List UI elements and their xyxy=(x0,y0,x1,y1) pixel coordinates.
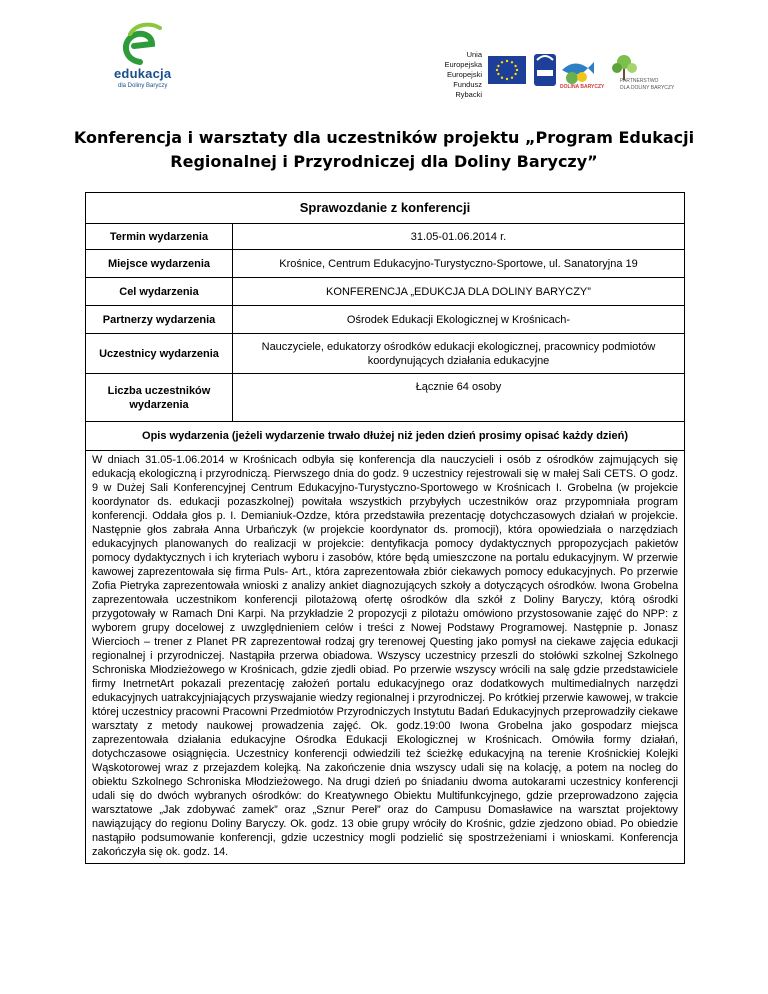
row-value: Nauczyciele, edukatorzy ośrodków edukacji ekologicznej, pracownicy podmiotów koordynujących działania edukacyjne xyxy=(233,334,685,374)
row-label: Partnerzy wydarzenia xyxy=(86,306,233,334)
logo-word: edukacja xyxy=(114,66,172,81)
table-row xyxy=(86,334,685,374)
row-label: Cel wydarzenia xyxy=(86,278,233,306)
row-value: Ośrodek Edukacji Ekologicznej w Krośnicach- xyxy=(233,306,685,334)
logo-subtitle: dla Doliny Baryczy xyxy=(118,83,168,89)
table-row xyxy=(86,306,685,334)
row-label: Liczba uczestników wydarzenia xyxy=(86,374,233,422)
report-heading-row xyxy=(86,193,685,224)
table-row xyxy=(86,250,685,278)
title-line-2: Regionalnej i Przyrodniczej dla Doliny Baryczy” xyxy=(170,152,598,171)
eu-flag-icon xyxy=(488,56,526,84)
table-row xyxy=(86,278,685,306)
edukacja-logo xyxy=(100,22,190,94)
row-label: Miejsce wydarzenia xyxy=(86,250,233,278)
partnerstwo-label: PARTNERSTWO DLA DOLINY BARYCZY xyxy=(620,78,675,91)
row-label: Uczestnicy wydarzenia xyxy=(86,334,233,374)
report-table xyxy=(85,192,685,864)
table-row xyxy=(86,374,685,422)
opis-text: W dniach 31.05-1.06.2014 w Krośnicach odbyła się konferencja dla nauczycieli i osób z ośrodków zajmujących się edukacją ekologiczną i przyrodniczą. Pierwszego dnia do godz. 9 uczestnicy rejestrowali się w małej Sali CETS. O godz. 9 w Dużej Sali Konferencyjnej Centrum Edukacyjno-Turystyczno-Sportowego w Krośnicach I. Grobelna (w projekcie koordynator ds. edukacji pozaszkolnej) powitała wszystkich przybyłych uczestników oraz przypomniała program konferencji. Oddała głos p. I. Demianiuk-Ozdze, która przedstawiła prezentację dotychczasowych działań w projekcie. Następnie głos zabrała Anna Urbańczyk (w projekcie koordynator ds. promocji), która opowiedziała o narzędziach edukacyjnych planowanych do realizacji w projekcie: dentyfikacja pomocy dydaktycznych ppropozycjach pakietów pomocy dydaktycznych i ich kryteriach wyboru i zasobów, które będą umieszczone na portalu edukacyjnym. W przerwie kawowej zaprezentowała się firma Puls- Art., która zaprezentowała zbiór ciekawych pomocy edukacyjnych. Po przerwie Zofia Pietryka zaprezentowała wnioski z analizy ankiet diagnozujących szkoły a dotyczących ośrodków. Iwona Grobelna zaprezentowała uczestnikom konferencji pilotażową ofertę ośrodków dla szkół z Doliny Baryczy, którą ośrodki przygotowały w Ramach Dni Karpi. Na przykładzie 2 propozycji z pilotażu omówiono przystosowanie zajęć do NPP: z wyborem grupy docelowej z uwzględnieniem celów i treści z Nowej Podstawy Programowej. Następnie p. Jonasz Wiercioch – trener z Planet PR zaprezentował rodzaj gry terenowej Questing jako pomysł na ciekawe zajęcia edukacji regionalnej i przyrodniczej. Nastąpiła przerwa obiadowa. Wszyscy uczestnicy przeszli do stołówki szkolnej Szkolnego Schroniska Młodzieżowego w Krośnicach, gdzie zjedli obiad. Po przerwie wszyscy wrócili na salę gdzie przedstawiciele firmy InetrnetArt pokazali prezentację założeń portalu edukacyjnego oraz dodatkowych multimedialnych narzędzi edukacyjnych uatrakcyjniających przyswajanie wiedzy regionalnej i przyrodniczej. Po krótkiej przerwie kawowej, w trakcie której uczestnicy pracowni Pracowni Przedmiotów Przyrodniczych Instytutu Badań Edukacyjnych przeprowadziły ciekawe warsztaty z metody naukowej prowadzenia zajęć. Ok. godz.19:00 Iwona Grobelna jako gospodarz miejsca zaprezentowała działania edukacyjne Ośrodka Edukacji Ekologicznej w Krośnicach. Omówiła formy działań, dotychczasowe osiągnięcia. Uczestnicy konferencji odwiedzili też ścieżkę edukacyjną na terenie Krośnickiej Kolejki Wąskotorowej wraz z przejazdem kolejką. Na zakończenie dnia wszyscy udali się na kolację, a potem na nocleg do obiektu Szkolnego Schroniska Młodzieżowego. Na drugi dzień po śniadaniu dwoma autokarami uczestnicy konferencji udali się do dwóch wybranych ośrodków: do Kreatywnego Obiektu Multifunkcyjnego, gdzie przeprowadzono zajęcia warsztatowe „Jak zdobywać zamek” oraz „Sznur Pereł” oraz do Campusu Domasławice na warsztat projektowy nawiązujący do regionu Doliny Baryczy. Ok. godz. 13 obie grupy wróciły do Krośnic, gdzie zjedzono obiad. Po obiedzie nastąpiło podsumowanie konferencji, gdzie uczestnicy mogli podzielić się spostrzeżeniami i wnioskami. Konferencja zakończyła się ok. godz. 14. xyxy=(86,451,685,864)
row-value: Łącznie 64 osoby xyxy=(233,374,685,422)
row-value: 31.05-01.06.2014 r. xyxy=(233,224,685,250)
report-heading: Sprawozdanie z konferencji xyxy=(86,193,685,224)
title-line-1: Konferencja i warsztaty dla uczestników projektu „Program Edukacji xyxy=(73,128,695,147)
opis-heading-row xyxy=(86,422,685,451)
dolina-baryczy-label: DOLINA BARYCZY xyxy=(560,84,605,90)
row-label: Termin wydarzenia xyxy=(86,224,233,250)
table-row xyxy=(86,224,685,250)
row-value: KONFERENCJA „EDUKCJA DLA DOLINY BARYCZY” xyxy=(233,278,685,306)
eu-text: Unia Europejska Europejski Fundusz Rybacki xyxy=(444,50,482,99)
opis-heading: Opis wydarzenia (jeżeli wydarzenie trwało dłużej niż jeden dzień prosimy opisać każdy dzień) xyxy=(86,422,685,451)
partner-logos xyxy=(434,48,675,99)
edukacja-e-icon xyxy=(100,22,190,68)
row-value: Krośnice, Centrum Edukacyjno-Turystyczno-Sportowe, ul. Sanatoryjna 19 xyxy=(233,250,685,278)
page-title xyxy=(0,126,768,174)
opis-text-row xyxy=(86,451,685,864)
